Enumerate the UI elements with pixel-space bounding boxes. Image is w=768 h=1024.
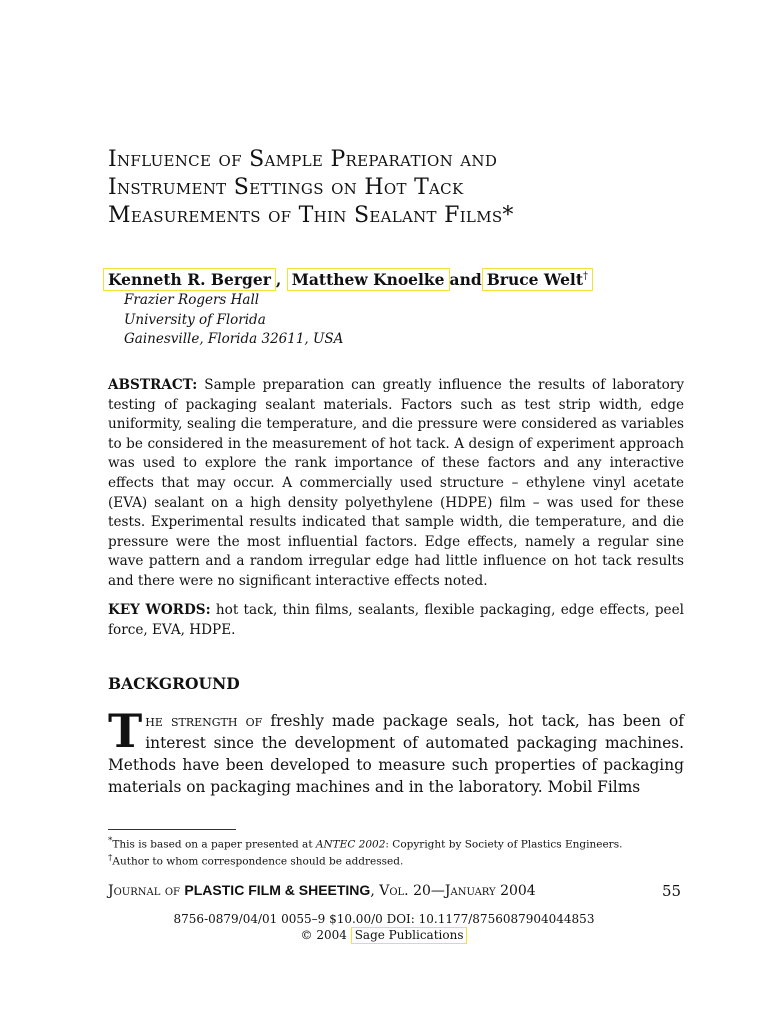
paper-title bbox=[108, 146, 668, 230]
dagger-mark: † bbox=[582, 270, 588, 282]
footnote-1: *This is based on a paper presented at ANTEC 2002: Copyright by Society of Plastics Engineers. bbox=[108, 836, 623, 851]
keywords-label: KEY WORDS: bbox=[108, 602, 211, 618]
footnote-venue: ANTEC 2002 bbox=[315, 838, 386, 851]
drop-cap: T bbox=[108, 704, 143, 758]
footnotes bbox=[108, 835, 622, 868]
footnote-2: †Author to whom correspondence should be addressed. bbox=[108, 852, 404, 867]
author-separator: , bbox=[275, 270, 282, 289]
abstract-text: Sample preparation can greatly influence the results of laboratory testing of packaging sealant materials. Factors such as test strip width, edge uniformity, sealing die temperature, and die pressure were considered as variables to be considered in the measurement of hot tack. A design of experiment approach was used to explore the rank importance of these factors and any interactive effects that may occur. A commercially used structure – ethylene vinyl acetate (EVA) sealant on a high density polyethylene (HDPE) film – was used for these tests. Experimental results indicated that sample width, die temperature, and die pressure were the most influential factors. Edge effects, namely a regular sine wave pattern and a random irregular edge had little influence on hot tack results and there were no significant interactive effects noted. bbox=[108, 377, 685, 589]
keywords bbox=[108, 601, 684, 640]
title-line-2: Instrument Settings on Hot Tack bbox=[108, 175, 464, 200]
footnote-rule bbox=[108, 829, 236, 830]
copyright-line: © 2004 Sage Publications bbox=[0, 927, 768, 944]
affiliation-line-2: University of Florida bbox=[124, 311, 266, 328]
author-list bbox=[103, 268, 593, 291]
author-link-berger[interactable]: Kenneth R. Berger bbox=[103, 268, 276, 291]
lead-in-smallcaps: he strength of bbox=[145, 712, 263, 730]
author-link-welt[interactable]: Bruce Welt† bbox=[482, 268, 593, 291]
publisher-link[interactable]: Sage Publications bbox=[351, 927, 468, 944]
affiliation bbox=[124, 291, 343, 350]
keywords-text: hot tack, thin films, sealants, flexible packaging, edge effects, peel force, EVA, HDPE. bbox=[108, 602, 684, 638]
journal-prefix: Journal of bbox=[108, 883, 180, 899]
doi-block bbox=[0, 912, 768, 944]
background-paragraph bbox=[108, 704, 684, 798]
abstract bbox=[108, 376, 684, 592]
page-number: 55 bbox=[662, 882, 682, 900]
doi-line: 8756-0879/04/01 0055–9 $10.00/0 DOI: 10.1177/8756087904044853 bbox=[173, 912, 595, 926]
abstract-label: ABSTRACT: bbox=[108, 377, 198, 393]
background-text: freshly made package seals, hot tack, has been of interest since the development of automated packaging machines. Methods have been developed to measure such properties of packaging materials on packaging machines and in the laboratory. Mobil Films bbox=[108, 712, 684, 796]
affiliation-line-3: Gainesville, Florida 32611, USA bbox=[124, 331, 344, 347]
affiliation-line-1: Frazier Rogers Hall bbox=[124, 292, 260, 308]
journal-footer bbox=[108, 882, 684, 899]
title-line-1: Influence of Sample Preparation and bbox=[108, 147, 498, 172]
author-separator-and: and bbox=[449, 270, 482, 289]
author-link-knoelke[interactable]: Matthew Knoelke bbox=[287, 268, 450, 291]
title-line-3: Measurements of Thin Sealant Films* bbox=[108, 203, 514, 228]
section-heading-background: BACKGROUND bbox=[108, 674, 240, 693]
journal-volume: , Vol. 20—January 2004 bbox=[370, 883, 536, 899]
journal-name: PLASTIC FILM & SHEETING bbox=[184, 882, 371, 898]
